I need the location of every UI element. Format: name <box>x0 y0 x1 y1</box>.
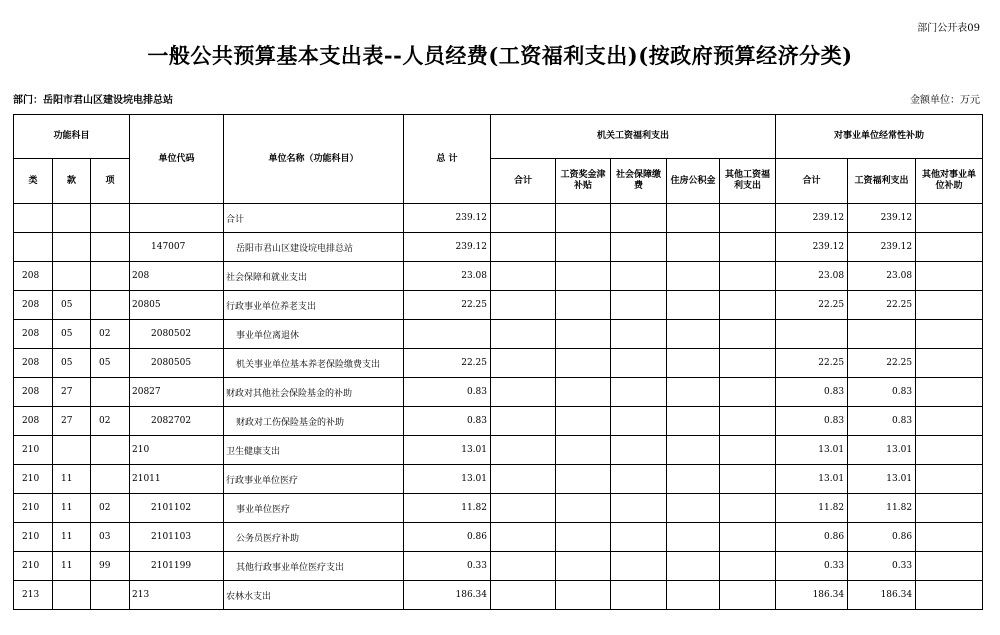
cell-code: 2101199 <box>130 552 224 581</box>
cell-xiang <box>91 291 130 320</box>
cell-org-salary <box>556 291 611 320</box>
cell-name: 岳阳市君山区建设垸电排总站 <box>224 233 404 262</box>
cell-org-salary <box>556 523 611 552</box>
cell-org-other <box>720 407 776 436</box>
cell-org-social <box>611 407 667 436</box>
header-pub-group: 对事业单位经常性补助 <box>776 115 983 159</box>
cell-total: 13.01 <box>404 436 491 465</box>
header-unit-name: 单位名称（功能科目） <box>224 115 404 204</box>
cell-lei: 208 <box>14 349 53 378</box>
cell-org-other <box>720 291 776 320</box>
table-row <box>14 494 983 523</box>
cell-name: 事业单位离退休 <box>224 320 404 349</box>
cell-pub-total: 13.01 <box>776 436 848 465</box>
cell-code: 2082702 <box>130 407 224 436</box>
cell-kuan <box>53 581 91 610</box>
cell-lei <box>14 233 53 262</box>
header-org-salary: 工资奖金津补贴 <box>556 159 611 204</box>
cell-org-total <box>491 349 556 378</box>
cell-code: 21011 <box>130 465 224 494</box>
table-row <box>14 581 983 610</box>
cell-org-other <box>720 523 776 552</box>
cell-total: 239.12 <box>404 204 491 233</box>
cell-org-social <box>611 320 667 349</box>
cell-lei: 210 <box>14 465 53 494</box>
cell-org-housing <box>667 233 720 262</box>
cell-name: 机关事业单位基本养老保险缴费支出 <box>224 349 404 378</box>
cell-xiang <box>91 262 130 291</box>
cell-org-other <box>720 494 776 523</box>
table-row <box>14 204 983 233</box>
cell-org-salary <box>556 378 611 407</box>
header-kuan: 款 <box>53 159 91 204</box>
cell-org-salary <box>556 436 611 465</box>
cell-org-other <box>720 581 776 610</box>
cell-org-total <box>491 233 556 262</box>
cell-name: 事业单位医疗 <box>224 494 404 523</box>
cell-org-social <box>611 291 667 320</box>
cell-org-salary <box>556 407 611 436</box>
cell-pub-salary <box>848 320 916 349</box>
cell-code <box>130 204 224 233</box>
cell-kuan <box>53 233 91 262</box>
cell-pub-total: 186.34 <box>776 581 848 610</box>
cell-name: 其他行政事业单位医疗支出 <box>224 552 404 581</box>
table-row <box>14 465 983 494</box>
cell-name: 合计 <box>224 204 404 233</box>
cell-org-other <box>720 552 776 581</box>
cell-pub-other <box>916 407 983 436</box>
cell-code: 2101102 <box>130 494 224 523</box>
cell-org-salary <box>556 552 611 581</box>
cell-name: 公务员医疗补助 <box>224 523 404 552</box>
cell-pub-other <box>916 465 983 494</box>
cell-xiang: 02 <box>91 407 130 436</box>
cell-org-housing <box>667 523 720 552</box>
header-xiang: 项 <box>91 159 130 204</box>
cell-total: 0.33 <box>404 552 491 581</box>
cell-org-other <box>720 320 776 349</box>
header-total: 总 计 <box>404 115 491 204</box>
cell-pub-total: 239.12 <box>776 204 848 233</box>
cell-pub-other <box>916 523 983 552</box>
cell-org-social <box>611 204 667 233</box>
cell-kuan: 11 <box>53 552 91 581</box>
cell-xiang <box>91 204 130 233</box>
cell-org-social <box>611 378 667 407</box>
cell-org-other <box>720 349 776 378</box>
cell-pub-total: 0.86 <box>776 523 848 552</box>
cell-total: 23.08 <box>404 262 491 291</box>
cell-xiang: 99 <box>91 552 130 581</box>
cell-pub-salary: 22.25 <box>848 349 916 378</box>
cell-total <box>404 320 491 349</box>
cell-org-salary <box>556 349 611 378</box>
table-row <box>14 233 983 262</box>
header-org-total: 合计 <box>491 159 556 204</box>
cell-org-social <box>611 465 667 494</box>
cell-lei: 210 <box>14 523 53 552</box>
cell-org-social <box>611 436 667 465</box>
cell-xiang: 05 <box>91 349 130 378</box>
cell-pub-total <box>776 320 848 349</box>
header-org-group: 机关工资福利支出 <box>491 115 776 159</box>
cell-kuan: 05 <box>53 291 91 320</box>
cell-code: 2080505 <box>130 349 224 378</box>
cell-kuan: 27 <box>53 407 91 436</box>
cell-total: 11.82 <box>404 494 491 523</box>
cell-pub-total: 0.83 <box>776 407 848 436</box>
cell-org-housing <box>667 436 720 465</box>
table-row <box>14 407 983 436</box>
cell-lei <box>14 204 53 233</box>
cell-pub-total: 22.25 <box>776 291 848 320</box>
cell-org-total <box>491 320 556 349</box>
cell-lei: 208 <box>14 407 53 436</box>
cell-kuan <box>53 204 91 233</box>
cell-code: 20805 <box>130 291 224 320</box>
header-pub-salary: 工资福利支出 <box>848 159 916 204</box>
cell-pub-other <box>916 378 983 407</box>
cell-xiang <box>91 233 130 262</box>
cell-name: 社会保障和就业支出 <box>224 262 404 291</box>
cell-xiang: 02 <box>91 494 130 523</box>
cell-total: 0.83 <box>404 378 491 407</box>
cell-code: 213 <box>130 581 224 610</box>
header-org-housing: 住房公积金 <box>667 159 720 204</box>
cell-pub-total: 23.08 <box>776 262 848 291</box>
cell-pub-salary: 0.83 <box>848 407 916 436</box>
header-pub-other: 其他对事业单位补助 <box>916 159 983 204</box>
cell-name: 卫生健康支出 <box>224 436 404 465</box>
header-org-social: 社会保障缴费 <box>611 159 667 204</box>
cell-lei: 213 <box>14 581 53 610</box>
cell-org-social <box>611 552 667 581</box>
cell-pub-salary: 23.08 <box>848 262 916 291</box>
cell-kuan: 05 <box>53 349 91 378</box>
cell-kuan: 11 <box>53 465 91 494</box>
cell-org-salary <box>556 204 611 233</box>
cell-total: 0.86 <box>404 523 491 552</box>
cell-org-social <box>611 262 667 291</box>
cell-org-housing <box>667 291 720 320</box>
cell-lei: 208 <box>14 262 53 291</box>
cell-org-housing <box>667 378 720 407</box>
cell-kuan: 11 <box>53 494 91 523</box>
cell-lei: 208 <box>14 291 53 320</box>
cell-pub-total: 239.12 <box>776 233 848 262</box>
cell-lei: 210 <box>14 552 53 581</box>
cell-org-social <box>611 233 667 262</box>
page-title: 一般公共预算基本支出表--人员经费(工资福利支出)(按政府预算经济分类) <box>147 43 853 68</box>
cell-kuan: 05 <box>53 320 91 349</box>
cell-org-housing <box>667 552 720 581</box>
cell-pub-other <box>916 291 983 320</box>
cell-lei: 208 <box>14 320 53 349</box>
cell-pub-total: 0.33 <box>776 552 848 581</box>
cell-pub-salary: 13.01 <box>848 436 916 465</box>
table-row <box>14 523 983 552</box>
cell-pub-salary: 239.12 <box>848 204 916 233</box>
header-lei: 类 <box>14 159 53 204</box>
cell-org-total <box>491 581 556 610</box>
department-label: 部门：岳阳市君山区建设垸电排总站 <box>13 95 173 106</box>
cell-kuan: 11 <box>53 523 91 552</box>
cell-name: 农林水支出 <box>224 581 404 610</box>
cell-pub-other <box>916 262 983 291</box>
cell-total: 13.01 <box>404 465 491 494</box>
cell-org-salary <box>556 233 611 262</box>
cell-org-social <box>611 523 667 552</box>
table-row <box>14 320 983 349</box>
table-row <box>14 552 983 581</box>
cell-pub-other <box>916 581 983 610</box>
cell-pub-total: 13.01 <box>776 465 848 494</box>
cell-org-housing <box>667 581 720 610</box>
cell-pub-other <box>916 349 983 378</box>
cell-total: 22.25 <box>404 291 491 320</box>
cell-pub-other <box>916 204 983 233</box>
cell-pub-total: 0.83 <box>776 378 848 407</box>
cell-total: 22.25 <box>404 349 491 378</box>
cell-org-salary <box>556 494 611 523</box>
cell-xiang <box>91 378 130 407</box>
table-row <box>14 262 983 291</box>
cell-org-total <box>491 436 556 465</box>
cell-org-other <box>720 204 776 233</box>
cell-org-housing <box>667 349 720 378</box>
cell-pub-salary: 0.86 <box>848 523 916 552</box>
cell-lei: 210 <box>14 494 53 523</box>
form-number: 部门公开表09 <box>917 23 980 34</box>
cell-org-total <box>491 494 556 523</box>
cell-org-total <box>491 291 556 320</box>
cell-pub-salary: 186.34 <box>848 581 916 610</box>
header-pub-total: 合计 <box>776 159 848 204</box>
cell-org-social <box>611 349 667 378</box>
table-row <box>14 436 983 465</box>
cell-pub-salary: 0.33 <box>848 552 916 581</box>
cell-kuan: 27 <box>53 378 91 407</box>
header-org-other: 其他工资福利支出 <box>720 159 776 204</box>
cell-pub-salary: 13.01 <box>848 465 916 494</box>
cell-xiang <box>91 581 130 610</box>
cell-name: 行政事业单位医疗 <box>224 465 404 494</box>
cell-xiang <box>91 465 130 494</box>
cell-org-salary <box>556 581 611 610</box>
table-row <box>14 349 983 378</box>
cell-org-total <box>491 262 556 291</box>
cell-org-other <box>720 378 776 407</box>
cell-code: 147007 <box>130 233 224 262</box>
cell-code: 208 <box>130 262 224 291</box>
cell-pub-total: 22.25 <box>776 349 848 378</box>
cell-kuan <box>53 262 91 291</box>
cell-xiang <box>91 436 130 465</box>
cell-org-social <box>611 581 667 610</box>
cell-org-other <box>720 465 776 494</box>
cell-pub-salary: 11.82 <box>848 494 916 523</box>
cell-xiang: 03 <box>91 523 130 552</box>
cell-org-total <box>491 204 556 233</box>
cell-xiang: 02 <box>91 320 130 349</box>
cell-org-social <box>611 494 667 523</box>
cell-kuan <box>53 436 91 465</box>
cell-org-salary <box>556 465 611 494</box>
cell-pub-salary: 22.25 <box>848 291 916 320</box>
cell-pub-other <box>916 494 983 523</box>
cell-org-other <box>720 262 776 291</box>
cell-pub-total: 11.82 <box>776 494 848 523</box>
table-row <box>14 291 983 320</box>
cell-code: 2080502 <box>130 320 224 349</box>
cell-lei: 208 <box>14 378 53 407</box>
cell-org-housing <box>667 494 720 523</box>
cell-total: 239.12 <box>404 233 491 262</box>
amount-unit-label: 金额单位：万元 <box>910 95 980 106</box>
cell-org-total <box>491 552 556 581</box>
cell-pub-salary: 239.12 <box>848 233 916 262</box>
cell-org-total <box>491 523 556 552</box>
cell-code: 2101103 <box>130 523 224 552</box>
cell-org-housing <box>667 204 720 233</box>
cell-org-housing <box>667 262 720 291</box>
cell-org-salary <box>556 320 611 349</box>
cell-name: 行政事业单位养老支出 <box>224 291 404 320</box>
cell-name: 财政对其他社会保险基金的补助 <box>224 378 404 407</box>
cell-pub-other <box>916 233 983 262</box>
cell-org-housing <box>667 320 720 349</box>
cell-lei: 210 <box>14 436 53 465</box>
table-row <box>14 378 983 407</box>
cell-org-total <box>491 407 556 436</box>
cell-pub-salary: 0.83 <box>848 378 916 407</box>
cell-total: 186.34 <box>404 581 491 610</box>
cell-total: 0.83 <box>404 407 491 436</box>
cell-code: 20827 <box>130 378 224 407</box>
cell-org-housing <box>667 407 720 436</box>
cell-org-housing <box>667 465 720 494</box>
cell-org-total <box>491 378 556 407</box>
cell-code: 210 <box>130 436 224 465</box>
cell-pub-other <box>916 320 983 349</box>
cell-pub-other <box>916 552 983 581</box>
header-unit-code: 单位代码 <box>130 115 224 204</box>
cell-org-salary <box>556 262 611 291</box>
cell-org-total <box>491 465 556 494</box>
header-func-subject: 功能科目 <box>14 115 130 159</box>
cell-name: 财政对工伤保险基金的补助 <box>224 407 404 436</box>
budget-table <box>13 114 983 610</box>
cell-org-other <box>720 233 776 262</box>
cell-pub-other <box>916 436 983 465</box>
cell-org-other <box>720 436 776 465</box>
